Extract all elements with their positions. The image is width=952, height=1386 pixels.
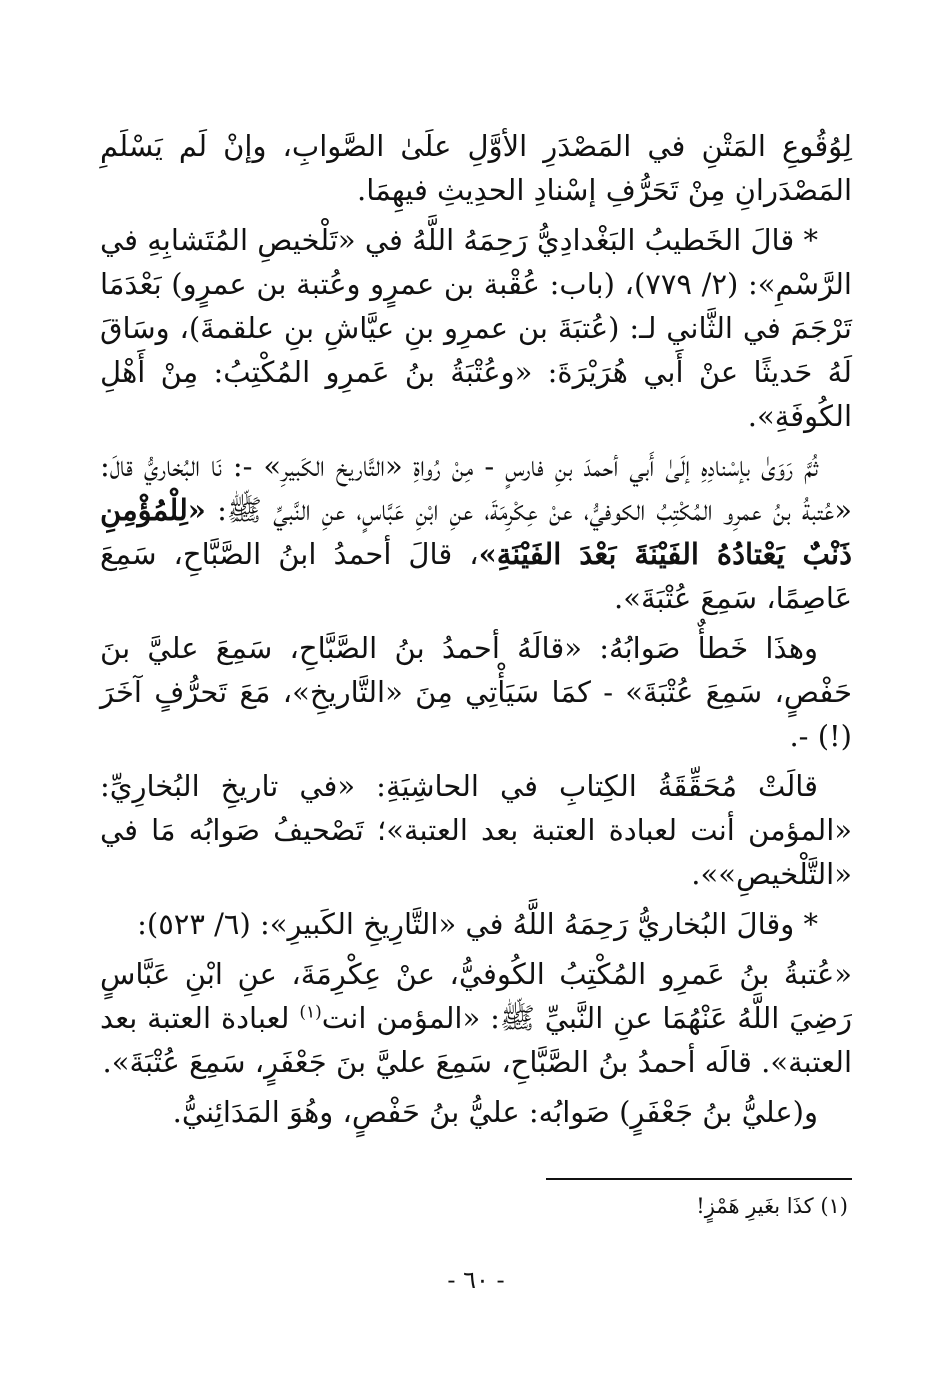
footnote-marker: (١) bbox=[299, 1002, 322, 1023]
paragraph-2: * قالَ الخَطيبُ البَغْدادِيُّ رَحِمَهُ اللَّهُ في «تَلْخيصِ المُتَشابِهِ في الرَّسْمِ»: (٢/ ٧٧٩)، (باب: عُقْبة بن عمرٍو وعُتبة بن عمرٍو) بَعْدَمَا تَرْجَمَ في الثَّاني لـ: (عُتبَةَ بن عمرِو بنِ عيَّاشِ بنِ علقمةَ)، وسَاقَ لَهُ حَديثًا عنْ أَبي هُرَيْرَةَ: «وعُتْبَةُ بنُ عَمرِو المُكْتِبُ: مِنْ أَهْلِ الكُوفَةِ». bbox=[100, 223, 852, 433]
paragraph-1: لِوُقُوعِ المَتْنِ في المَصْدَرِ الأوَّلِ علَىٰ الصَّوابِ، وإنْ لَم يَسْلَمِ المَصْدَرانِ مِنْ تَحَرُّفِ إسْنادِ الحدِيثِ فيهِمَا. bbox=[100, 129, 852, 207]
paragraph-7-text-a: «عُتبةُ بنُ عَمرِو المُكْتِبُ الكُوفيُّ، عنْ عِكْرِمَةَ، عنِ ابْنِ عَبَّاسٍ رَضِيَ اللَّهُ عَنْهُمَا عنِ النَّبيِّ ﷺ: «المؤمن انت bbox=[100, 957, 852, 1035]
paragraph-4: وهذَا خَطأٌ صَوابُهُ: «قالَهُ أحمدُ بنُ الصَّبَّاحِ، سَمِعَ عليَّ بنَ حَفْصٍ، سَمِعَ عُتْبَةَ» - كمَا سَيَأْتِي مِنَ «التَّاريخِ»، مَعَ تَحرُّفٍ آخَرَ (!) -. bbox=[100, 631, 852, 753]
paragraph-3-text: ثُمَّ رَوَىٰ بإسْنادِهِ إلَىٰ أَبي أحمدَ بنِ فارسٍ - مِنْ رُواةِ «التَّاريخ الكَبيرِ» -: نَا البُخاريُّ قالَ: «عُتبةُ بنُ عمرِو المُكْتِبُ الكوفيُّ، عنْ عِكْرِمَةَ، عنِ ابْنِ عَبَّاسٍ، عنِ النَّبيِّ ﷺ: bbox=[100, 449, 852, 527]
footnote-divider bbox=[546, 1178, 852, 1180]
paragraph-7 bbox=[100, 952, 852, 1084]
main-text bbox=[100, 124, 852, 1134]
paragraph-3-tail: ، قالَ أحمدُ ابنُ الصَّبَّاحِ، سَمِعَ عَاصِمًا، سَمِعَ عُتْبَةَ». bbox=[100, 537, 852, 615]
paragraph-6: * وقالَ البُخاريُّ رَحِمَهُ اللَّهُ في «التَّارِيخِ الكَبيرِ»: (٦/ ٥٢٣): bbox=[137, 907, 818, 941]
hadith-quote-bold: «لِلْمُؤْمِنِ ذَنْبٌ يَعْتادُهُ الفَيْنَةَ بَعْدَ الفَيْنَةِ» bbox=[100, 493, 852, 571]
paragraph-5: قالَتْ مُحَقِّقَةُ الكِتابِ في الحاشِيَةِ: «في تاريخِ البُخارِيِّ: «المؤمن أنت لعبادة العتبة بعد العتبة»؛ تَصْحيفُ صَوابُه مَا في «التَّلْخيصِ»». bbox=[100, 769, 852, 891]
paragraph-7-text-b: لعبادة العتبة بعد العتبة». قالَه أحمدُ بنُ الصَّبَّاحِ، سَمِعَ عليَّ بنَ جَعْفَرٍ، سَمِعَ عُتْبَةَ». bbox=[100, 1001, 852, 1079]
page-number: - ٦٠ - bbox=[447, 1266, 505, 1294]
paragraph-8: و(عليُّ بنُ جَعْفَرٍ) صَوابُه: عليُّ بنُ حَفْصٍ، وهُوَ المَدَائِنيُّ. bbox=[172, 1095, 818, 1129]
paragraph-3 bbox=[100, 444, 852, 620]
footnote: (١) كذَا بغَيرِ هَمْزٍ! bbox=[696, 1194, 848, 1218]
